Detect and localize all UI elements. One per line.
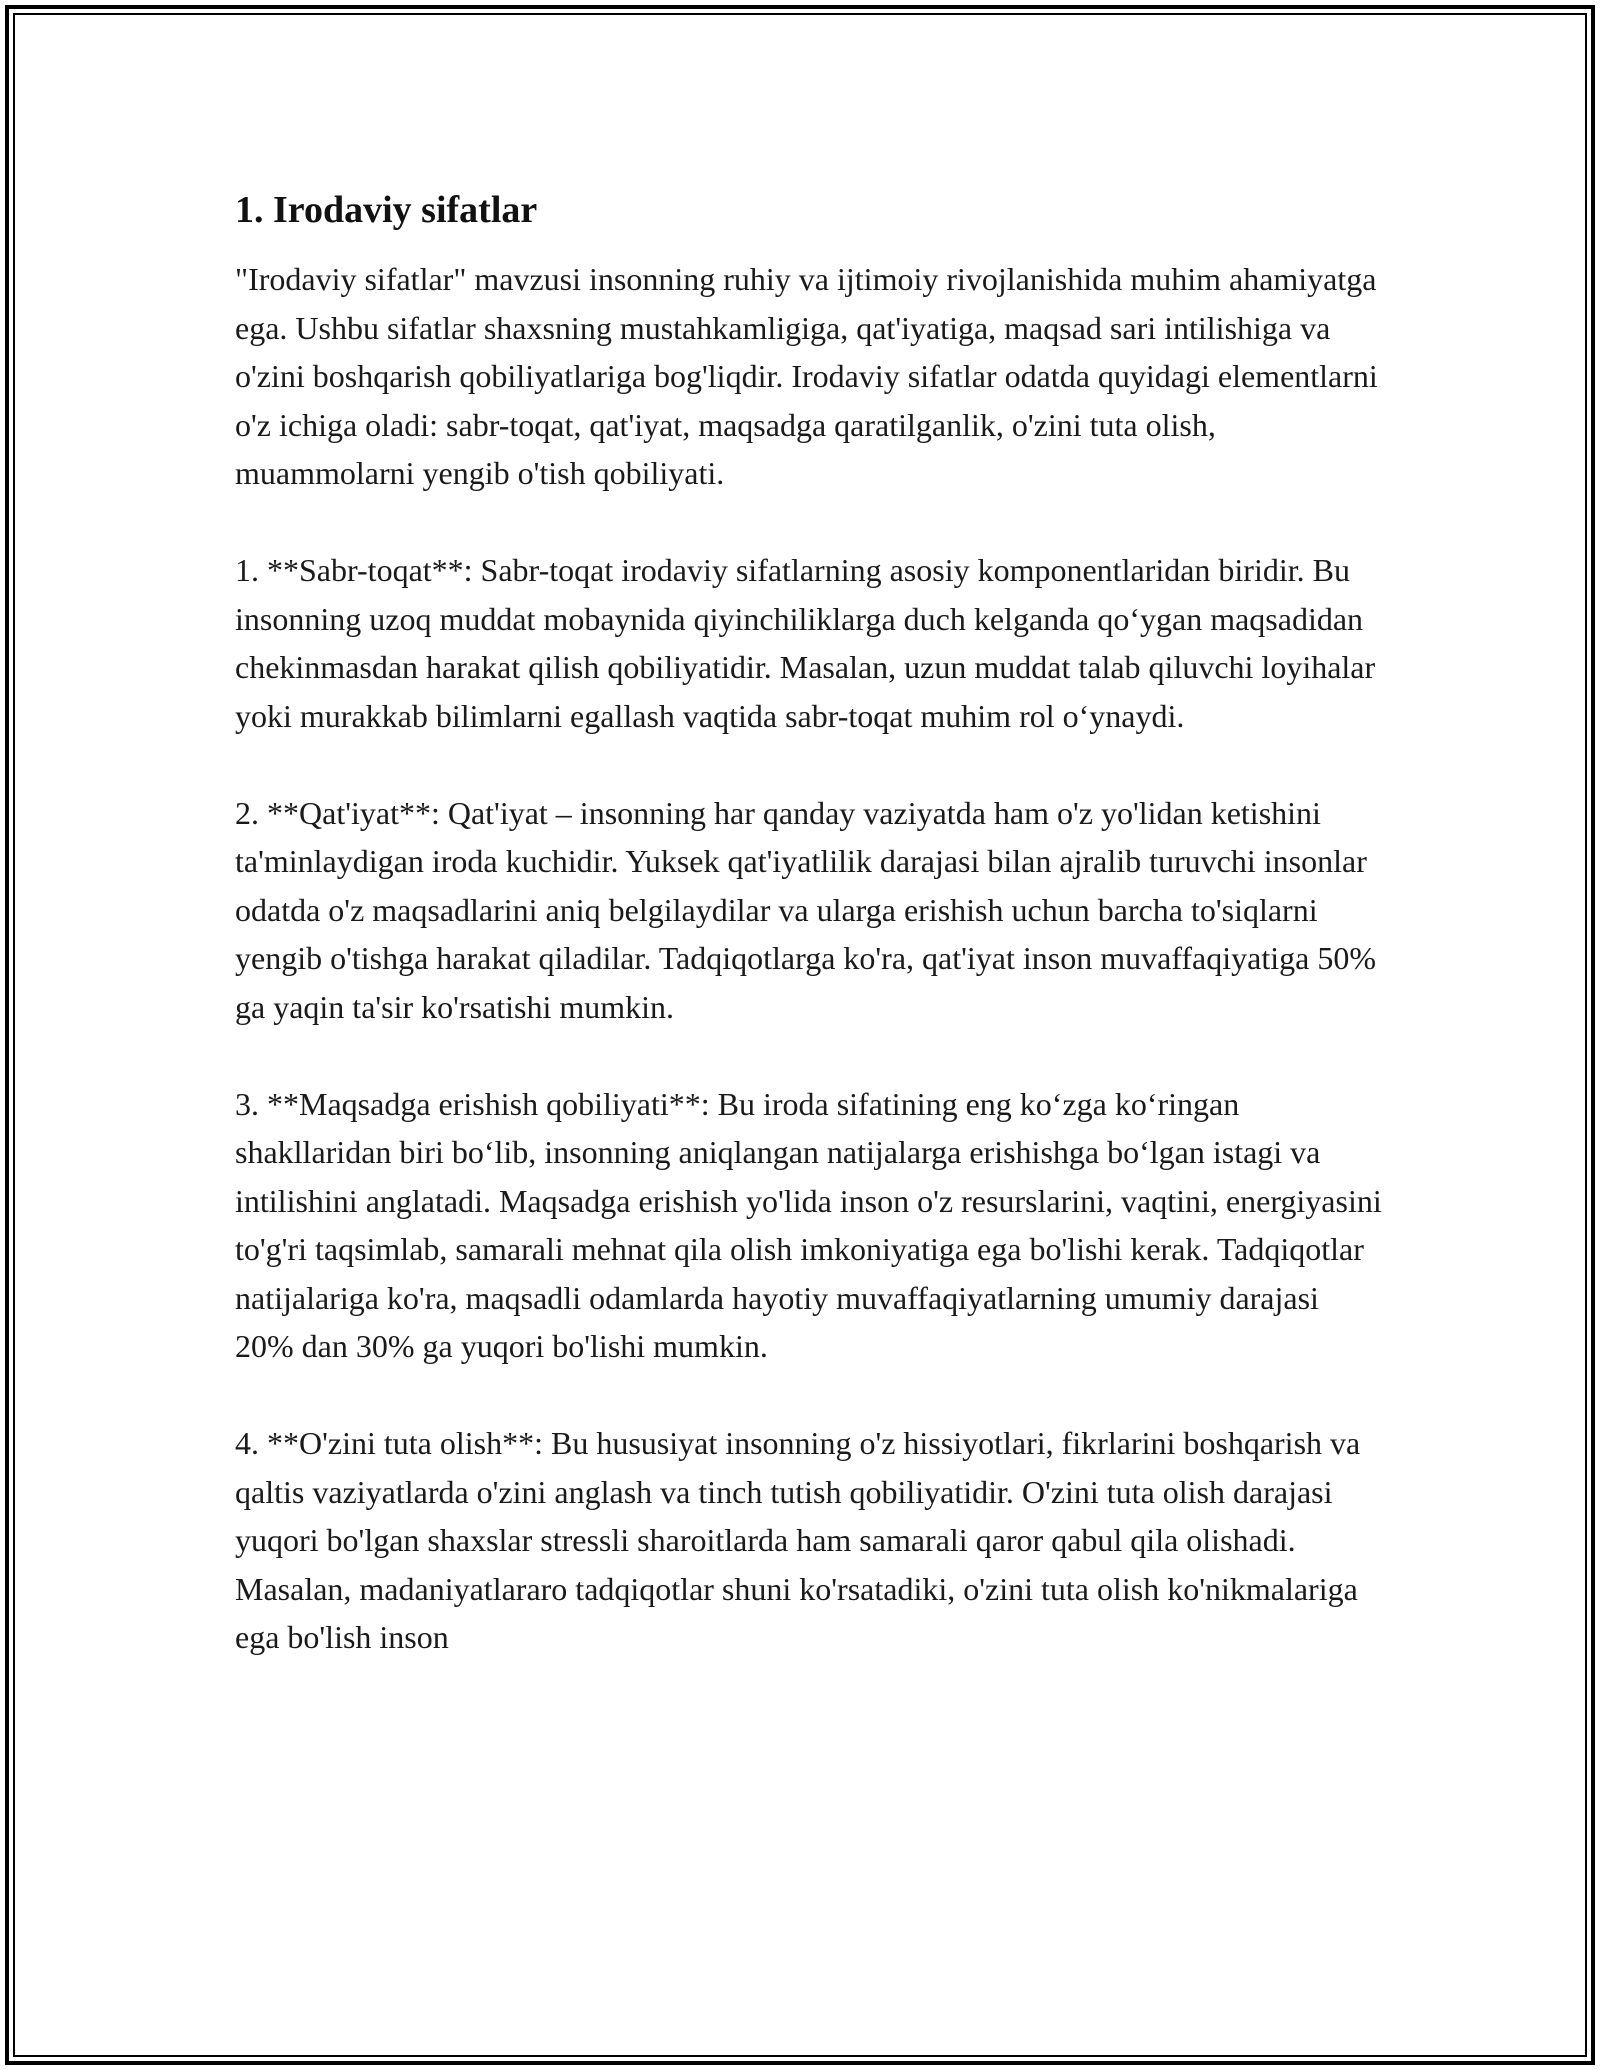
paragraph-ozini-tuta-olish: 4. **O'zini tuta olish**: Bu hususiyat insonning o'z hissiyotlari, fikrlarini boshqarish va qaltis vaziyatlarda o'zini anglash va tinch tutish qobiliyatidir. O'zini tuta olish darajasi yuqori bo'lgan shaxslar stressli sharoitlarda ham samarali qaror qabul qila olishadi. Masalan, madaniyatlararo tadqiqotlar shuni ko'rsatadiki, o'zini tuta olish ko'nikmalariga ega bo'lish inson [235, 1425, 1361, 1655]
section-heading: 1. Irodaviy sifatlar [235, 189, 538, 231]
paragraph-sabr-toqat: 1. **Sabr-toqat**: Sabr-toqat irodaviy sifatlarning asosiy komponentlaridan biridir. Bu insonning uzoq muddat mobaynida qiyinchiliklarga duch kelganda qo‘ygan maqsadidan chekinmasdan harakat qilish qobiliyatidir. Masalan, uzun muddat talab qiluvchi loyihalar yoki murakkab bilimlarni egallash vaqtida sabr-toqat muhim rol o‘ynaydi. [235, 552, 1376, 734]
paragraph-qatiyat: 2. **Qat'iyat**: Qat'iyat – insonning har qanday vaziyatda ham o'z yo'lidan ketishini ta'minlaydigan iroda kuchidir. Yuksek qat'iyatlilik darajasi bilan ajralib turuvchi insonlar odatda o'z maqsadlarini aniq belgilaydilar va ularga erishish uchun barcha to'siqlarni yengib o'tishga harakat qiladilar. Tadqiqotlarga ko'ra, qat'iyat inson muvaffaqiyatiga 50% ga yaqin ta'sir ko'rsatishi mumkin. [235, 794, 1376, 1025]
intro-paragraph: "Irodaviy sifatlar" mavzusi insonning ruhiy va ijtimoiy rivojlanishida muhim ahamiyatga ega. Ushbu sifatlar shaxsning mustahkamligiga, qat'iyatiga, maqsad sari intilishiga va o'zini boshqarish qobiliyatlariga bog'liqdir. Irodaviy sifatlar odatda quyidagi elementlarni o'z ichiga oladi: sabr-toqat, qat'iyat, maqsadga qaratilganlik, o'zini tuta olish, muammolarni yengib o'tish qobiliyati. [235, 261, 1378, 491]
paragraph-maqsadga-erishish: 3. **Maqsadga erishish qobiliyati**: Bu iroda sifatining eng ko‘zga ko‘ringan shakllaridan biri bo‘lib, insonning aniqlangan natijalarga erishishga bo‘lgan istagi va intilishini anglatadi. Maqsadga erishish yo'lida inson o'z resurslarini, vaqtini, energiyasini to'g'ri taqsimlab, samarali mehnat qila olish imkoniyatiga ega bo'lishi kerak. Tadqiqotlar natijalariga ko'ra, maqsadli odamlarda hayotiy muvaffaqiyatlarning umumiy darajasi 20% dan 30% ga yuqori bo'lishi mumkin. [235, 1085, 1382, 1364]
document-body [235, 185, 1385, 1662]
